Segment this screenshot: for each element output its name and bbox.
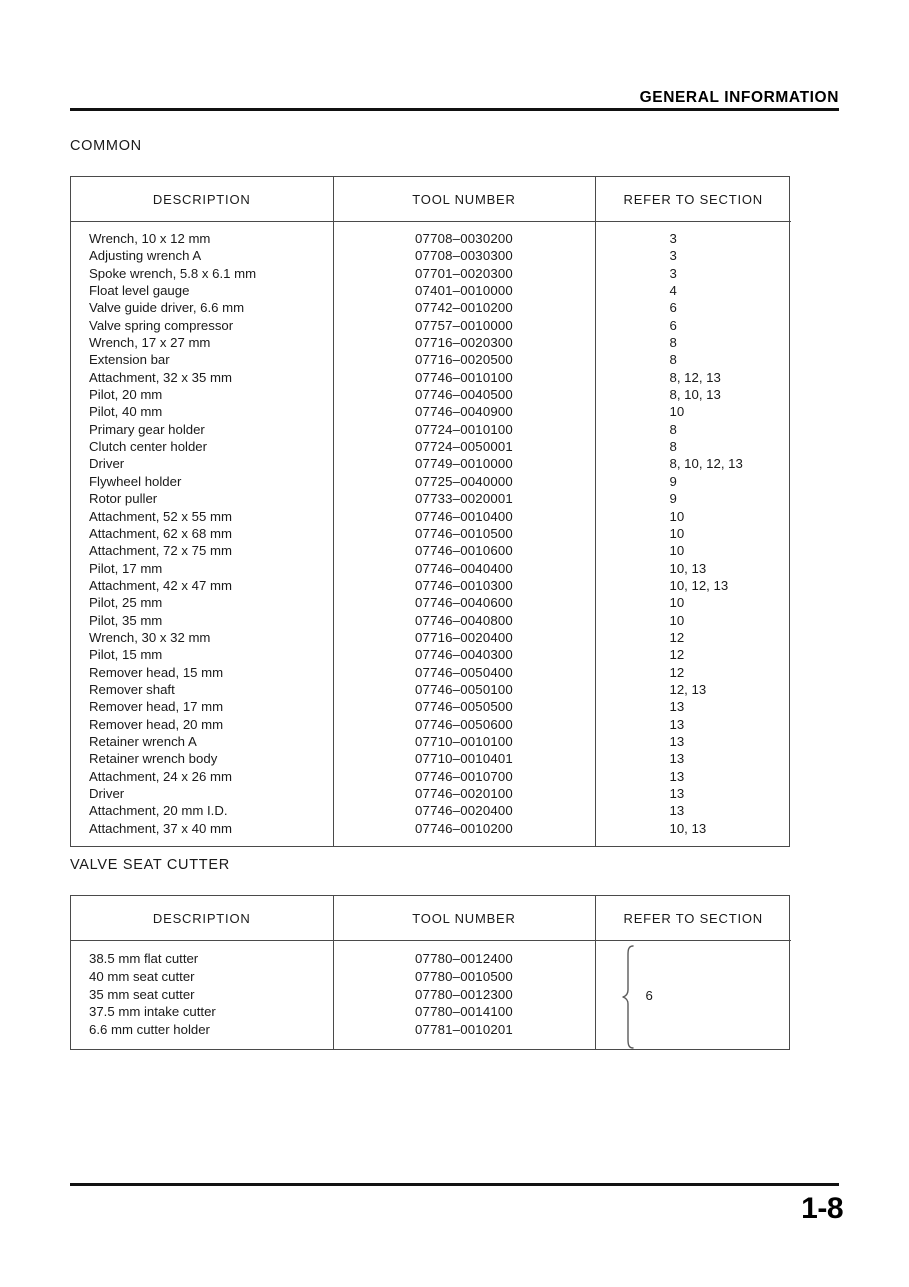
refer-to-section-column xyxy=(595,941,791,1050)
tool-number-cell: 07746–0010400 xyxy=(415,508,513,524)
tool-description-cell: Attachment, 72 x 75 mm xyxy=(89,543,232,559)
tool-number-cell: 07746–0020100 xyxy=(415,786,513,801)
tool-number-cell: 07746–0040400 xyxy=(415,560,513,576)
tool-description-cell: Extension bar xyxy=(89,352,170,368)
description-column xyxy=(71,941,333,1050)
tool-number-cell: 07710–0010401 xyxy=(415,751,513,767)
tool-description-cell: Retainer wrench A xyxy=(89,733,197,749)
description-column xyxy=(71,222,333,847)
tool-description-cell: Rotor puller xyxy=(89,491,158,507)
tool-number-cell: 07746–0010200 xyxy=(415,820,513,836)
tool-description-cell: Remover head, 15 mm xyxy=(89,664,224,680)
tool-number-cell: 07401–0010000 xyxy=(415,283,513,299)
grouped-section-cell xyxy=(596,941,792,1049)
tool-description-cell: Adjusting wrench A xyxy=(89,248,202,264)
tool-number-cell: 07746–0020400 xyxy=(415,803,513,819)
refer-to-section-cell: 4 xyxy=(669,283,677,299)
column-header-refer-to-section: REFER TO SECTION xyxy=(595,896,791,941)
column-header-description: DESCRIPTION xyxy=(71,177,333,222)
tool-description-cell: Flywheel holder xyxy=(89,473,182,489)
tool-description-cell: Primary gear holder xyxy=(89,421,205,437)
tool-description-cell: Attachment, 32 x 35 mm xyxy=(89,369,232,385)
refer-to-section-cell: 8 xyxy=(669,439,677,455)
refer-to-section-cell: 12 xyxy=(669,629,685,645)
tool-number-cell: 07746–0010700 xyxy=(415,768,513,784)
tool-description-cell: Spoke wrench, 5.8 x 6.1 mm xyxy=(89,265,257,281)
grouped-section-value: 6 xyxy=(645,988,653,1003)
refer-to-section-cell: 10 xyxy=(669,404,685,420)
refer-to-section-cell: 8, 12, 13 xyxy=(669,369,721,385)
tool-description-cell: Valve spring compressor xyxy=(89,317,234,333)
tool-number-cell: 07716–0020500 xyxy=(415,352,513,368)
refer-to-section-cell: 10, 13 xyxy=(669,820,707,836)
footer-divider-rule xyxy=(70,1183,839,1186)
tool-number-cell: 07746–0010500 xyxy=(415,525,513,541)
tool-description-cell: 40 mm seat cutter xyxy=(89,968,195,984)
refer-to-section-cell: 6 xyxy=(669,317,677,333)
tool-description-cell: Remover shaft xyxy=(89,681,175,697)
section-heading-valve-seat-cutter: VALVE SEAT CUTTER xyxy=(70,857,230,873)
refer-to-section-cell: 9 xyxy=(669,491,677,507)
tool-description-cell: Pilot, 35 mm xyxy=(89,612,163,628)
refer-to-section-cell: 13 xyxy=(669,733,685,749)
tool-number-cell: 07708–0030200 xyxy=(415,231,513,246)
tool-description-cell: 38.5 mm flat cutter xyxy=(89,951,199,966)
tool-number-cell: 07708–0030300 xyxy=(415,248,513,264)
refer-to-section-cell: 13 xyxy=(669,751,685,767)
tool-description-cell: 35 mm seat cutter xyxy=(89,986,195,1002)
tool-description-cell: Wrench, 17 x 27 mm xyxy=(89,335,211,351)
tool-description-cell: Pilot, 15 mm xyxy=(89,647,163,663)
refer-to-section-cell: 8 xyxy=(669,421,677,437)
tool-number-cell: 07781–0010201 xyxy=(415,1022,513,1038)
tool-description-cell: Pilot, 40 mm xyxy=(89,404,163,420)
tool-number-cell: 07724–0010100 xyxy=(415,421,513,437)
tool-description-cell: Attachment, 42 x 47 mm xyxy=(89,577,232,593)
refer-to-section-cell: 10 xyxy=(669,508,685,524)
tool-description-cell: Wrench, 30 x 32 mm xyxy=(89,629,211,645)
tool-number-cell: 07746–0040300 xyxy=(415,647,513,663)
refer-to-section-cell: 6 xyxy=(669,300,677,316)
refer-to-section-cell: 3 xyxy=(669,231,677,246)
tool-number-cell: 07780–0012400 xyxy=(415,951,513,966)
tool-description-cell: Pilot, 25 mm xyxy=(89,595,163,611)
tool-number-cell: 07746–0050400 xyxy=(415,664,513,680)
tool-number-cell: 07746–0040600 xyxy=(415,595,513,611)
tool-number-cell: 07701–0020300 xyxy=(415,265,513,281)
tool-number-cell: 07716–0020400 xyxy=(415,629,513,645)
tool-number-cell: 07746–0040800 xyxy=(415,612,513,628)
table-body-row xyxy=(71,222,791,847)
column-header-tool-number: TOOL NUMBER xyxy=(333,896,595,941)
tool-number-cell: 07780–0010500 xyxy=(415,968,513,984)
refer-to-section-cell: 3 xyxy=(669,265,677,281)
tool-description-cell: Remover head, 20 mm xyxy=(89,716,224,732)
tool-number-cell: 07746–0040900 xyxy=(415,404,513,420)
column-header-description: DESCRIPTION xyxy=(71,896,333,941)
refer-to-section-cell: 8, 10, 12, 13 xyxy=(669,456,743,472)
tool-description-cell: Attachment, 62 x 68 mm xyxy=(89,525,232,541)
tool-description-cell: Retainer wrench body xyxy=(89,751,218,767)
refer-to-section-cell: 12 xyxy=(669,664,685,680)
refer-to-section-cell: 10 xyxy=(669,595,685,611)
column-header-refer-to-section: REFER TO SECTION xyxy=(595,177,791,222)
tool-number-cell: 07724–0050001 xyxy=(415,439,513,455)
tool-description-cell: Pilot, 17 mm xyxy=(89,560,163,576)
refer-to-section-cell: 3 xyxy=(669,248,677,264)
tool-number-cell: 07746–0010300 xyxy=(415,577,513,593)
refer-to-section-cell: 13 xyxy=(669,716,685,732)
tool-number-column xyxy=(333,941,595,1050)
refer-to-section-cell: 10 xyxy=(669,612,685,628)
tool-description-cell: Pilot, 20 mm xyxy=(89,387,163,403)
table-header-row xyxy=(71,896,791,941)
tool-description-cell: 6.6 mm cutter holder xyxy=(89,1022,210,1038)
table-body-row xyxy=(71,941,791,1050)
tool-number-cell: 07710–0010100 xyxy=(415,733,513,749)
tool-number-cell: 07746–0010600 xyxy=(415,543,513,559)
tool-number-cell: 07742–0010200 xyxy=(415,300,513,316)
tool-number-cell: 07716–0020300 xyxy=(415,335,513,351)
refer-to-section-cell: 13 xyxy=(669,768,685,784)
tool-description-cell: Driver xyxy=(89,786,125,801)
tool-description-cell: Float level gauge xyxy=(89,283,190,299)
tool-description-cell: Driver xyxy=(89,456,125,472)
page-header-title: GENERAL INFORMATION xyxy=(639,89,839,106)
tool-number-cell: 07733–0020001 xyxy=(415,491,513,507)
tool-number-cell: 07725–0040000 xyxy=(415,473,513,489)
common-tools-table xyxy=(70,176,790,847)
tool-description-cell: Attachment, 37 x 40 mm xyxy=(89,820,232,836)
refer-to-section-cell: 8 xyxy=(669,352,677,368)
tool-number-cell: 07746–0010100 xyxy=(415,369,513,385)
tool-description-cell: Wrench, 10 x 12 mm xyxy=(89,231,211,246)
page-number: 1-8 xyxy=(801,1192,843,1225)
tool-description-cell: Attachment, 52 x 55 mm xyxy=(89,508,232,524)
tool-description-cell: Clutch center holder xyxy=(89,439,208,455)
refer-to-section-column xyxy=(595,222,791,847)
tool-number-cell: 07746–0050500 xyxy=(415,699,513,715)
tool-number-cell: 07780–0012300 xyxy=(415,986,513,1002)
refer-to-section-cell: 8 xyxy=(669,335,677,351)
tool-description-cell: 37.5 mm intake cutter xyxy=(89,1004,216,1020)
tool-description-cell: Attachment, 24 x 26 mm xyxy=(89,768,232,784)
curly-brace-icon xyxy=(622,945,638,1049)
refer-to-section-cell: 10, 12, 13 xyxy=(669,577,729,593)
tool-number-cell: 07746–0050100 xyxy=(415,681,513,697)
refer-to-section-cell: 13 xyxy=(669,699,685,715)
tool-number-cell: 07746–0040500 xyxy=(415,387,513,403)
tool-description-cell: Attachment, 20 mm I.D. xyxy=(89,803,228,819)
section-heading-common: COMMON xyxy=(70,138,142,154)
tool-description-cell: Remover head, 17 mm xyxy=(89,699,224,715)
header-divider-rule xyxy=(70,108,839,111)
refer-to-section-cell: 12, 13 xyxy=(669,681,707,697)
table-header-row xyxy=(71,177,791,222)
valve-seat-cutter-table xyxy=(70,895,790,1050)
refer-to-section-cell: 13 xyxy=(669,803,685,819)
tool-number-cell: 07757–0010000 xyxy=(415,317,513,333)
refer-to-section-cell: 10 xyxy=(669,543,685,559)
refer-to-section-cell: 9 xyxy=(669,473,677,489)
tool-number-cell: 07749–0010000 xyxy=(415,456,513,472)
refer-to-section-cell: 10, 13 xyxy=(669,560,707,576)
tool-number-cell: 07780–0014100 xyxy=(415,1004,513,1020)
tool-number-column xyxy=(333,222,595,847)
column-header-tool-number: TOOL NUMBER xyxy=(333,177,595,222)
refer-to-section-cell: 13 xyxy=(669,786,685,801)
refer-to-section-cell: 12 xyxy=(669,647,685,663)
refer-to-section-cell: 10 xyxy=(669,525,685,541)
tool-description-cell: Valve guide driver, 6.6 mm xyxy=(89,300,245,316)
refer-to-section-cell: 8, 10, 13 xyxy=(669,387,721,403)
tool-number-cell: 07746–0050600 xyxy=(415,716,513,732)
